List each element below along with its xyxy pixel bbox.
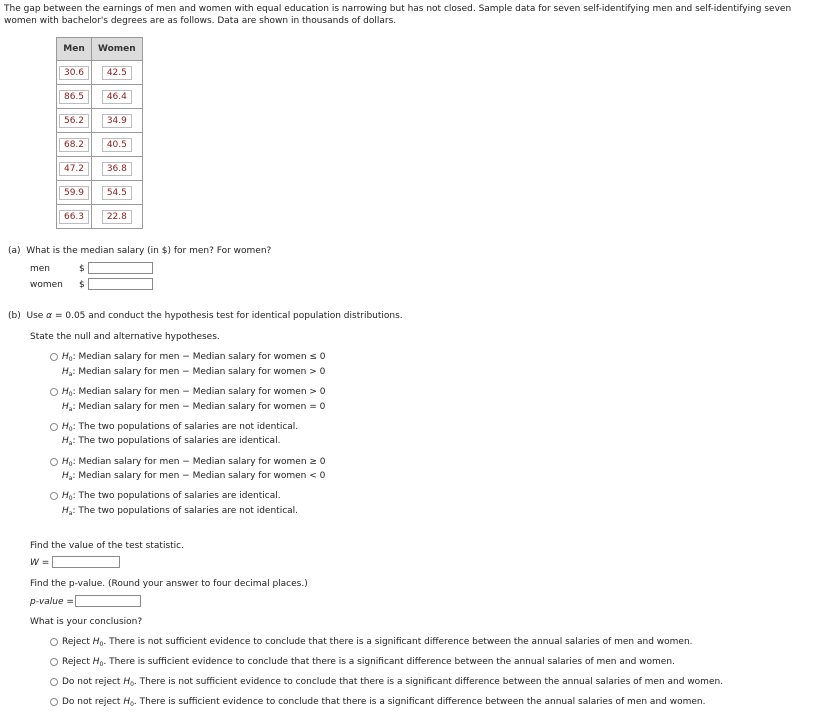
women-dollar-sign: $: [79, 280, 85, 290]
hypothesis-option-3-radio[interactable]: [50, 423, 58, 431]
women-value: 40.5: [102, 138, 132, 152]
h-symbol: H: [123, 677, 131, 687]
women-median-input[interactable]: [88, 278, 153, 290]
ha-subscript: a: [68, 406, 73, 413]
men-value: 86.5: [59, 90, 89, 104]
h0-subscript: 0: [68, 391, 73, 398]
conclusion-post: . There is sufficient evidence to conclude that there is a significant difference between the annual salaries of men and women.: [133, 697, 706, 707]
conclusion-option-3-text: [62, 677, 723, 687]
table-header-row: [57, 38, 143, 61]
w-symbol: W: [30, 558, 39, 568]
men-value: 68.2: [59, 138, 89, 152]
men-value: 47.2: [59, 162, 89, 176]
h-symbol: H: [123, 697, 131, 707]
conclusion-pre: Do not reject: [62, 697, 124, 707]
conclusion-option-1-text: [62, 637, 693, 647]
h-symbol: H: [62, 422, 69, 432]
hypothesis-option-1-radio[interactable]: [50, 353, 58, 361]
conclusion-pre: Reject: [62, 637, 93, 647]
men-label: men: [30, 264, 51, 274]
h-symbol: H: [62, 367, 69, 377]
hypothesis-option-3-h0: [62, 422, 298, 432]
h0-subscript: 0: [68, 495, 73, 502]
part-a-label: (a): [8, 246, 21, 256]
conclusion-post: . There is not sufficient evidence to conclude that there is a significant difference between the annual salaries of men and women.: [133, 677, 724, 687]
conclusion-pre: Reject: [62, 657, 93, 667]
h-symbol: H: [62, 471, 69, 481]
w-label: [30, 558, 49, 568]
header-women: Women: [92, 38, 143, 61]
h-symbol: H: [92, 657, 100, 667]
women-value: 54.5: [102, 186, 132, 200]
ha-subscript: a: [68, 510, 73, 517]
table-row: [57, 205, 143, 229]
ha-subscript: a: [68, 440, 73, 447]
header-men: Men: [57, 38, 92, 61]
h-symbol: H: [62, 402, 69, 412]
alpha-symbol: α: [46, 311, 53, 321]
women-value: 46.4: [102, 90, 132, 104]
h-symbol: H: [92, 637, 100, 647]
part-a-question: [8, 246, 271, 256]
men-dollar-sign: $: [79, 264, 85, 274]
men-value: 59.9: [59, 186, 89, 200]
test-statistic-prompt: Find the value of the test statistic.: [30, 541, 184, 551]
h0-subscript: 0: [130, 701, 134, 708]
conclusion-option-2-text: [62, 657, 675, 667]
p-value-equals: =: [63, 597, 74, 607]
h-symbol: H: [62, 457, 69, 467]
h0-text: : Median salary for men − Median salary for women ≥ 0: [72, 457, 326, 467]
h-symbol: H: [62, 506, 69, 516]
h0-subscript: 0: [130, 681, 134, 688]
conclusion-option-4-radio[interactable]: [50, 698, 58, 706]
conclusion-option-3-radio[interactable]: [50, 678, 58, 686]
part-b-label: (b): [8, 311, 21, 321]
h0-text: : Median salary for men − Median salary for women ≤ 0: [72, 352, 326, 362]
h0-subscript: 0: [68, 426, 73, 433]
conclusion-option-4-text: [62, 697, 705, 707]
h0-subscript: 0: [99, 661, 104, 668]
p-value-prompt: Find the p-value. (Round your answer to four decimal places.): [30, 579, 308, 589]
conclusion-prompt: What is your conclusion?: [30, 617, 143, 627]
conclusion-pre: Do not reject: [62, 677, 124, 687]
table-row: [57, 181, 143, 205]
hypothesis-option-1-h0: [62, 352, 326, 362]
h0-text: : Median salary for men − Median salary for women > 0: [72, 387, 326, 397]
hypothesis-option-3-ha: [62, 436, 280, 446]
part-a-text: What is the median salary (in $) for men? For women?: [26, 246, 272, 256]
part-b-question: [8, 311, 403, 321]
ha-subscript: a: [68, 371, 73, 378]
table-row: [57, 109, 143, 133]
hypothesis-option-4-h0: [62, 457, 326, 467]
ha-subscript: a: [68, 475, 73, 482]
h0-subscript: 0: [68, 356, 73, 363]
men-value: 56.2: [59, 114, 89, 128]
hypothesis-option-4-radio[interactable]: [50, 458, 58, 466]
intro-text: The gap between the earnings of men and women with equal education is narrowing but has not closed. Sample data for seven self-identifying men and self-identifying seven women with bachelor's degrees are as follows. Data are shown in thousands of dollars.: [4, 4, 792, 26]
women-value: 42.5: [102, 66, 132, 80]
p-value-input[interactable]: [75, 595, 141, 607]
hypotheses-prompt: State the null and alternative hypotheses.: [30, 332, 220, 342]
men-median-input[interactable]: [88, 262, 153, 274]
w-equals: =: [38, 558, 50, 568]
hypothesis-option-5-h0: [62, 491, 281, 501]
men-value: 66.3: [59, 210, 89, 224]
h-symbol: H: [62, 436, 69, 446]
conclusion-option-1-radio[interactable]: [50, 638, 58, 646]
h-symbol: H: [62, 387, 69, 397]
women-value: 36.8: [102, 162, 132, 176]
conclusion-option-2-radio[interactable]: [50, 658, 58, 666]
part-b-text: = 0.05 and conduct the hypothesis test for identical population distributions.: [52, 311, 403, 321]
p-value-label: [30, 597, 74, 607]
ha-text: : The two populations of salaries are identical.: [72, 436, 281, 446]
table-row: [57, 133, 143, 157]
table-row: [57, 61, 143, 85]
women-value: 22.8: [102, 210, 132, 224]
women-label: women: [30, 280, 63, 290]
ha-text: : Median salary for men − Median salary for women < 0: [72, 471, 326, 481]
hypothesis-option-5-radio[interactable]: [50, 492, 58, 500]
use-text: Use: [26, 311, 47, 321]
men-value: 30.6: [59, 66, 89, 80]
hypothesis-option-1-ha: [62, 367, 325, 377]
hypothesis-option-2-radio[interactable]: [50, 388, 58, 396]
table-row: [57, 85, 143, 109]
salary-table: [56, 37, 143, 229]
ha-text: : The two populations of salaries are not identical.: [72, 506, 299, 516]
p-value-text: p-value: [30, 597, 64, 607]
conclusion-post: . There is sufficient evidence to conclude that there is a significant difference between the annual salaries of men and women.: [103, 657, 675, 667]
h0-text: : The two populations of salaries are identical.: [72, 491, 281, 501]
women-value: 34.9: [102, 114, 132, 128]
h-symbol: H: [62, 352, 69, 362]
hypothesis-option-5-ha: [62, 506, 298, 516]
h0-subscript: 0: [68, 461, 73, 468]
table-row: [57, 157, 143, 181]
hypothesis-option-2-ha: [62, 402, 325, 412]
hypothesis-option-4-ha: [62, 471, 325, 481]
h-symbol: H: [62, 491, 69, 501]
ha-text: : Median salary for men − Median salary for women > 0: [72, 367, 326, 377]
h0-text: : The two populations of salaries are not identical.: [72, 422, 299, 432]
test-statistic-input[interactable]: [52, 556, 120, 568]
conclusion-post: . There is not sufficient evidence to conclude that there is a significant difference between the annual salaries of men and women.: [103, 637, 693, 647]
h0-subscript: 0: [99, 641, 104, 648]
ha-text: : Median salary for men − Median salary for women = 0: [72, 402, 326, 412]
hypothesis-option-2-h0: [62, 387, 326, 397]
